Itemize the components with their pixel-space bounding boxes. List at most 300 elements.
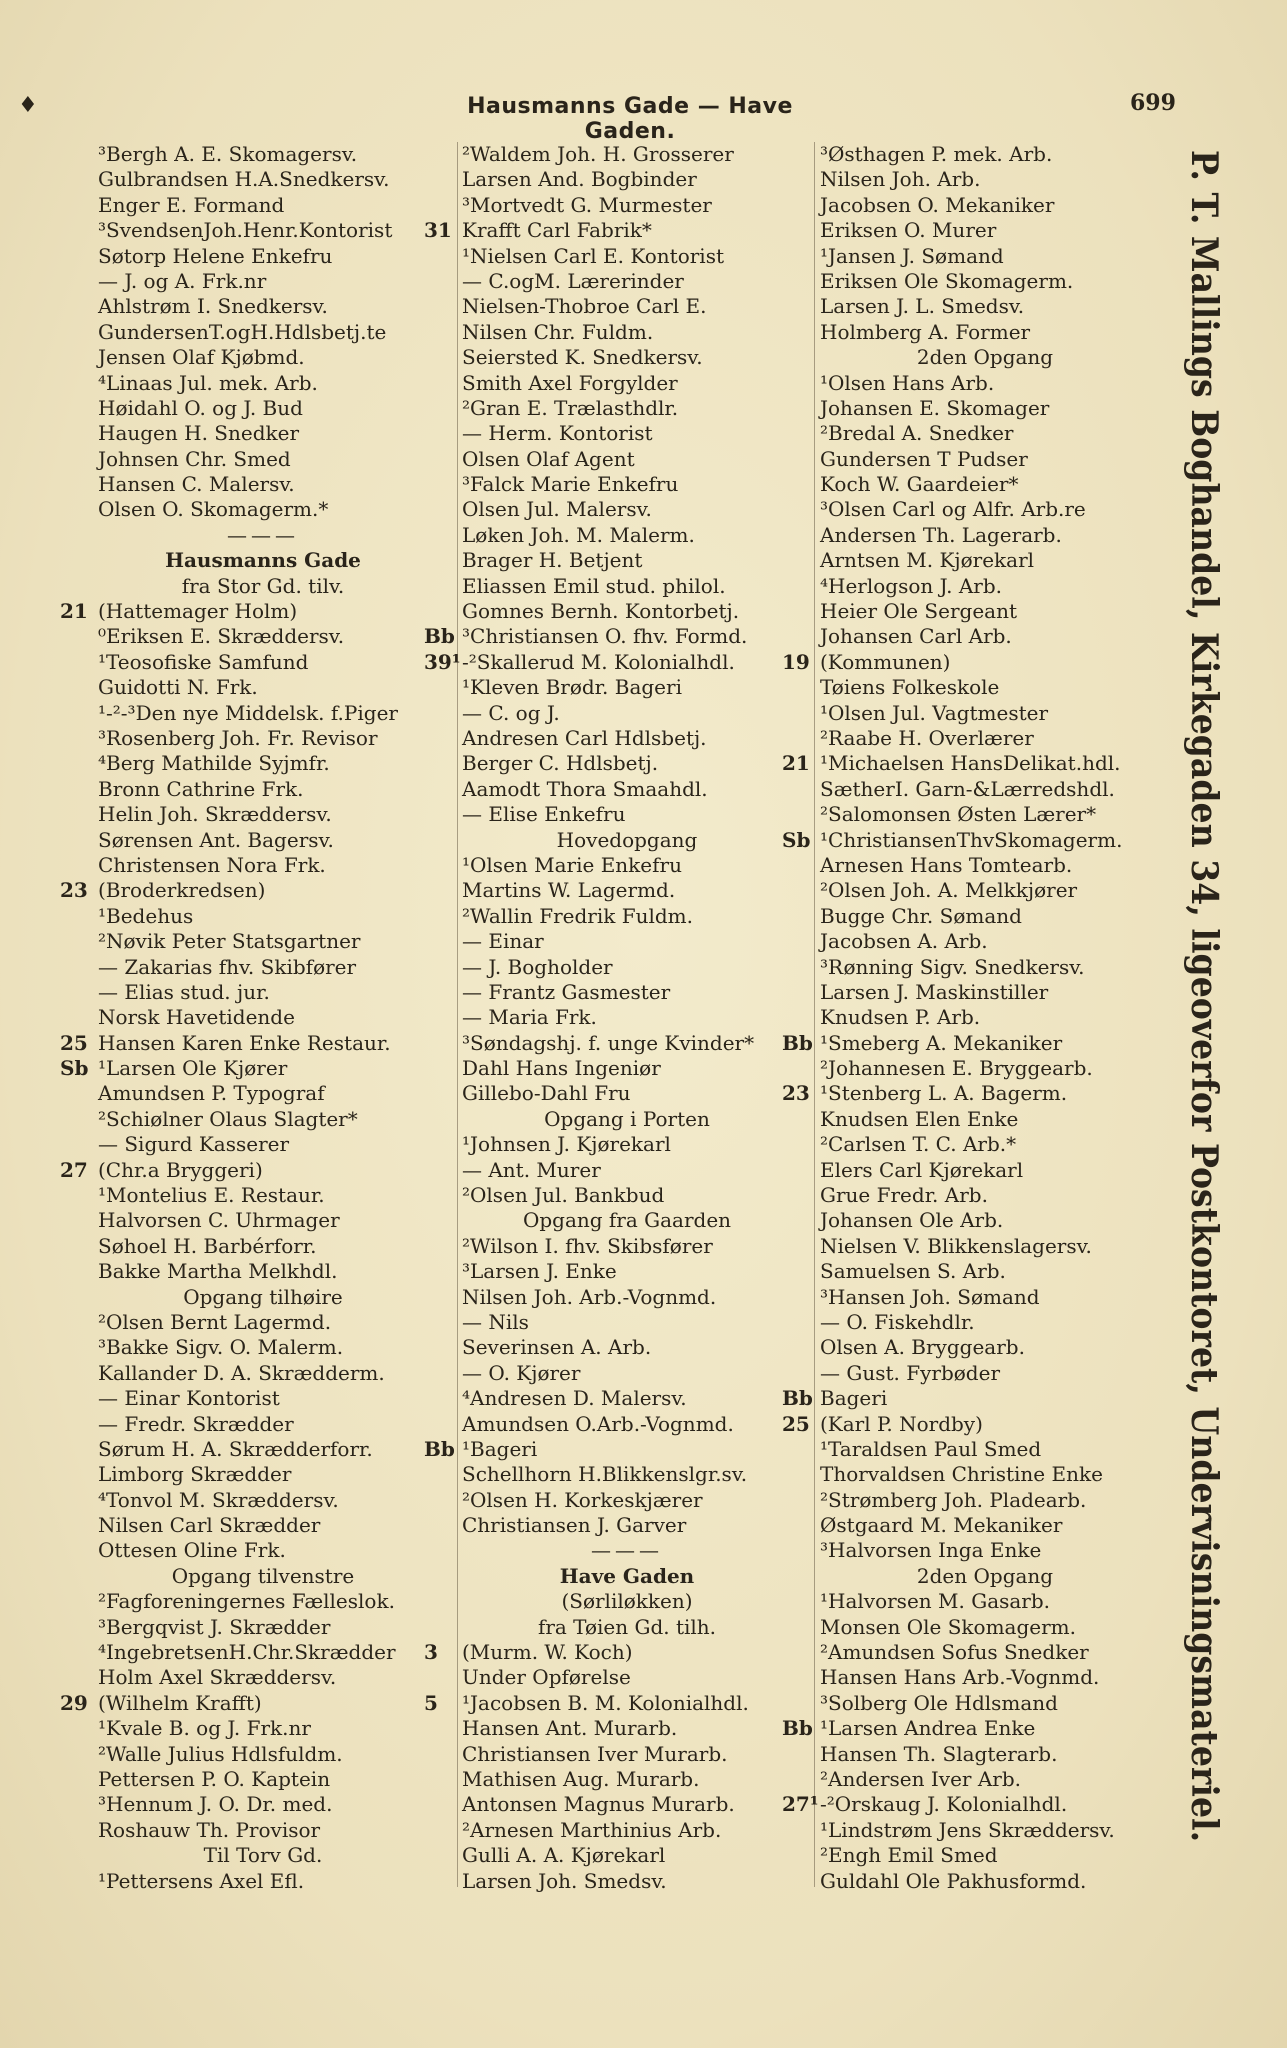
- directory-entry: [98, 396, 428, 421]
- entry-text: SætherI. Garn-&Lærredshdl.: [820, 776, 1115, 801]
- entry-text: ²Waldem Joh. H. Grosserer: [462, 142, 734, 166]
- directory-entry: [462, 1259, 792, 1284]
- entry-text: Bakke Martha Melkhdl.: [98, 1259, 338, 1284]
- entry-text: ¹Taraldsen Paul Smed: [820, 1436, 1042, 1461]
- directory-entry: [98, 1665, 428, 1690]
- directory-entry: [60, 878, 428, 903]
- directory-entry: [98, 1386, 428, 1411]
- entry-text: ¹Nielsen Carl E. Kontorist: [462, 243, 725, 268]
- house-number: 29: [60, 1690, 88, 1715]
- entry-text: ²Raabe H. Overlærer: [820, 725, 1034, 750]
- entry-text: -²Orskaug J. Kolonialhdl.: [820, 1792, 1068, 1817]
- directory-entry: [98, 447, 428, 472]
- directory-entry: [820, 1767, 1150, 1792]
- directory-entry: [462, 167, 792, 192]
- directory-entry: [782, 827, 1150, 853]
- directory-entry: [820, 447, 1150, 472]
- entry-text: Larsen J. L. Smedsv.: [820, 294, 1025, 319]
- directory-entry: [820, 371, 1150, 396]
- entry-text: Have Gaden: [559, 1563, 695, 1588]
- directory-entry: [462, 1589, 792, 1614]
- column-2: [424, 142, 792, 1894]
- directory-entry: [820, 802, 1150, 827]
- directory-entry: [782, 1792, 1150, 1817]
- entry-text: Opgang fra Gaarden: [522, 1208, 732, 1233]
- entry-text: ²Andersen Iver Arb.: [820, 1767, 1021, 1791]
- directory-entry: [462, 523, 792, 548]
- entry-text: — Gust. Fyrbøder: [820, 1360, 1001, 1385]
- directory-entry: [820, 878, 1150, 903]
- directory-entry: [98, 701, 428, 726]
- directory-entry: [98, 1107, 428, 1132]
- directory-entry: [98, 853, 428, 878]
- directory-entry: [98, 1335, 428, 1360]
- directory-entry: [462, 1412, 792, 1437]
- entry-text: ⁴Tonvol M. Skræddersv.: [98, 1487, 339, 1512]
- directory-entry: [462, 751, 792, 776]
- entry-text: Jacobsen O. Mekaniker: [820, 192, 1055, 217]
- entry-text: ³Halvorsen Inga Enke: [820, 1538, 1042, 1563]
- entry-text: Knudsen Elen Enke: [820, 1106, 1019, 1131]
- entry-text: Hansen Hans Arb.-Vognmd.: [820, 1665, 1100, 1690]
- entry-text: ¹Bageri: [462, 1436, 538, 1461]
- entry-text: Hausmanns Gade: [165, 548, 361, 573]
- directory-entry: [820, 1285, 1150, 1310]
- directory-entry: [820, 1564, 1150, 1589]
- directory-entry: [782, 1386, 1150, 1411]
- entry-text: Johnsen Chr. Smed: [98, 446, 291, 471]
- directory-entry: [98, 1742, 428, 1767]
- entry-text: Hansen C. Malersv.: [98, 472, 295, 497]
- entry-text: ²Wilson I. fhv. Skibsfører: [462, 1233, 713, 1258]
- directory-entry: [98, 1412, 428, 1437]
- directory-entry: [98, 1462, 428, 1487]
- entry-text: Seiersted K. Snedkersv.: [462, 345, 703, 370]
- directory-entry: [462, 802, 792, 827]
- directory-entry: [820, 1843, 1150, 1868]
- directory-entry: [462, 1285, 792, 1310]
- directory-entry: [462, 980, 792, 1005]
- directory-entry: [820, 523, 1150, 548]
- entry-text: Hansen Th. Slagterarb.: [820, 1741, 1058, 1766]
- entry-text: -²Skallerud M. Kolonialhdl.: [462, 649, 735, 674]
- entry-text: Bageri: [820, 1386, 888, 1411]
- entry-text: ³Larsen J. Enke: [462, 1259, 617, 1284]
- directory-entry: [820, 599, 1150, 624]
- house-number: 21: [60, 599, 88, 624]
- house-number: 5: [424, 1690, 438, 1715]
- entry-text: Gulbrandsen H.A.Snedkersv.: [98, 167, 390, 192]
- directory-entry: [98, 167, 428, 192]
- entry-text: Jensen Olaf Kjøbmd.: [98, 345, 305, 370]
- entry-text: Ahlstrøm I. Snedkersv.: [98, 294, 328, 319]
- entry-text: Bugge Chr. Sømand: [820, 903, 1022, 928]
- entry-text: ⁴IngebretsenH.Chr.Skrædder: [98, 1640, 396, 1665]
- entry-text: ²Amundsen Sofus Snedker: [820, 1640, 1089, 1665]
- directory-entry: [98, 802, 428, 827]
- entry-text: Amundsen P. Typograf: [98, 1081, 325, 1106]
- directory-entry: [462, 447, 792, 472]
- directory-entry: [98, 1488, 428, 1513]
- directory-entry: [820, 1335, 1150, 1360]
- entry-text: ¹ChristiansenThvSkomagerm.: [820, 827, 1123, 852]
- directory-entry: [820, 574, 1150, 599]
- entry-text: — Ant. Murer: [462, 1157, 601, 1182]
- directory-entry: [820, 472, 1150, 497]
- directory-entry: [98, 1843, 428, 1868]
- directory-entry: [462, 320, 792, 345]
- directory-entry: [462, 929, 792, 954]
- directory-entry: [462, 853, 792, 878]
- entry-text: ²Bredal A. Snedker: [820, 421, 1014, 446]
- entry-text: Høidahl O. og J. Bud: [98, 395, 303, 420]
- directory-entry: [98, 1538, 428, 1563]
- directory-entry: [462, 244, 792, 269]
- directory-entry: [98, 218, 428, 243]
- entry-text: Nielsen V. Blikkenslagersv.: [820, 1233, 1092, 1258]
- entry-text: Knudsen P. Arb.: [820, 1005, 981, 1030]
- entry-text: ³Olsen Carl og Alfr. Arb.re: [820, 497, 1086, 522]
- entry-text: ³SvendsenJoh.Henr.Kontorist: [98, 218, 393, 243]
- entry-text: Løken Joh. M. Malerm.: [462, 522, 695, 547]
- directory-entry: [820, 548, 1150, 573]
- entry-text: Christensen Nora Frk.: [98, 852, 326, 877]
- entry-text: ²Engh Emil Smed: [820, 1843, 998, 1868]
- directory-entry: [98, 1767, 428, 1792]
- directory-entry: [462, 828, 792, 853]
- entry-text: ³Bakke Sigv. O. Malerm.: [98, 1335, 344, 1360]
- entry-text: — O. Fiskehdlr.: [820, 1309, 975, 1334]
- directory-entry: [820, 421, 1150, 446]
- entry-text: ¹Olsen Marie Enkefru: [462, 852, 682, 877]
- entry-text: — Nils: [462, 1309, 529, 1334]
- entry-text: ¹Halvorsen M. Gasarb.: [820, 1589, 1051, 1614]
- directory-entry: [462, 1462, 792, 1487]
- entry-text: — Frantz Gasmester: [462, 979, 671, 1004]
- entry-text: — Einar Kontorist: [98, 1386, 280, 1411]
- directory-entry: [462, 1564, 792, 1589]
- entry-text: Christiansen J. Garver: [462, 1513, 687, 1538]
- directory-entry: [820, 929, 1150, 954]
- directory-entry: [462, 497, 792, 522]
- directory-entry: [462, 472, 792, 497]
- entry-text: Søhoel H. Barbérforr.: [98, 1233, 317, 1258]
- directory-entry: [820, 1665, 1150, 1690]
- directory-entry: [820, 244, 1150, 269]
- entry-text: — Elise Enkefru: [462, 802, 626, 827]
- entry-text: Gundersen T Pudser: [820, 446, 1028, 471]
- directory-entry: [424, 624, 792, 649]
- directory-entry: [820, 1107, 1150, 1132]
- directory-entry: [462, 1488, 792, 1513]
- entry-text: fra Stor Gd. tilv.: [181, 573, 345, 598]
- entry-text: Larsen And. Bogbinder: [462, 167, 697, 192]
- entry-text: Olsen O. Skomagerm.*: [98, 497, 329, 522]
- column-divider: [457, 142, 458, 1887]
- directory-entry: [820, 980, 1150, 1005]
- entry-text: ¹Bedehus: [98, 903, 194, 928]
- column-3: [782, 142, 1150, 1894]
- entry-text: ⁴Herlogson J. Arb.: [820, 573, 1002, 598]
- column-divider: [814, 142, 815, 1887]
- entry-text: Grue Fredr. Arb.: [820, 1183, 988, 1208]
- directory-entry: [424, 1436, 792, 1462]
- entry-text: ¹Stenberg L. A. Bagerm.: [820, 1081, 1068, 1106]
- directory-entry: [820, 1742, 1150, 1767]
- house-number: Sb: [60, 1056, 89, 1081]
- directory-entry: [820, 624, 1150, 649]
- directory-entry: [98, 1081, 428, 1106]
- entry-text: ———: [591, 1538, 663, 1563]
- entry-text: Gillebo-Dahl Fru: [462, 1081, 631, 1106]
- directory-entry: [462, 1792, 792, 1817]
- entry-text: Helin Joh. Skræddersv.: [98, 802, 332, 827]
- house-number: Bb: [782, 1716, 813, 1741]
- directory-entry: [462, 1081, 792, 1106]
- entry-text: Larsen J. Maskinstiller: [820, 979, 1049, 1004]
- entry-text: ³Falck Marie Enkefru: [462, 472, 679, 497]
- house-number: Sb: [782, 827, 811, 852]
- entry-text: Nilsen Joh. Arb.: [820, 167, 981, 192]
- entry-text: Hovedopgang: [556, 827, 698, 852]
- directory-entry: [462, 701, 792, 726]
- directory-entry: [462, 1132, 792, 1157]
- house-number: Bb: [424, 624, 455, 649]
- directory-entry: [782, 1030, 1150, 1056]
- entry-text: ¹Kleven Brødr. Bageri: [462, 675, 682, 700]
- house-number: 21: [782, 751, 810, 776]
- directory-entry: [98, 1513, 428, 1538]
- entry-text: (Karl P. Nordby): [820, 1411, 983, 1436]
- directory-entry: [820, 345, 1150, 370]
- entry-text: ¹Larsen Andrea Enke: [820, 1716, 1036, 1741]
- entry-text: ³Rosenberg Joh. Fr. Revisor: [98, 725, 378, 750]
- entry-text: Amundsen O.Arb.-Vognmd.: [462, 1411, 734, 1436]
- directory-entry: [98, 1589, 428, 1614]
- directory-entry: [462, 1031, 792, 1056]
- entry-text: ³Solberg Ole Hdlsmand: [820, 1690, 1058, 1715]
- entry-text: Nilsen Carl Skrædder: [98, 1513, 321, 1538]
- directory-entry: [462, 878, 792, 903]
- entry-text: Koch W. Gaardeier*: [820, 472, 1019, 497]
- directory-entry: [462, 371, 792, 396]
- entry-text: Eriksen Ole Skomagerm.: [820, 268, 1074, 293]
- entry-text: Thorvaldsen Christine Enke: [820, 1462, 1103, 1487]
- entry-text: Aamodt Thora Smaahdl.: [462, 776, 708, 801]
- directory-entry: [98, 1792, 428, 1817]
- directory-entry: [98, 1183, 428, 1208]
- directory-entry: [98, 980, 428, 1005]
- entry-text: ¹Jacobsen B. M. Kolonialhdl.: [462, 1690, 749, 1715]
- house-number: Bb: [782, 1030, 813, 1055]
- directory-entry: [820, 726, 1150, 751]
- entry-text: Søtorp Helene Enkefru: [98, 243, 333, 268]
- entry-text: ¹Johnsen J. Kjørekarl: [462, 1132, 671, 1157]
- directory-entry: [462, 1716, 792, 1741]
- directory-entry: [462, 345, 792, 370]
- entry-text: ²Nøvik Peter Statsgartner: [98, 929, 361, 954]
- entry-text: Martins W. Lagermd.: [462, 878, 676, 903]
- page-title: Hausmanns Gade — Have Gaden.: [467, 94, 793, 144]
- entry-text: Gomnes Bernh. Kontorbetj.: [462, 599, 740, 624]
- entry-text: (Kommunen): [820, 649, 951, 674]
- entry-text: Berger C. Hdlsbetj.: [462, 751, 659, 776]
- directory-entry: [98, 1208, 428, 1233]
- entry-text: ²Olsen Bernt Lagermd.: [98, 1309, 332, 1334]
- directory-entry: [820, 1234, 1150, 1259]
- directory-entry: [462, 421, 792, 446]
- directory-entry: [820, 1615, 1150, 1640]
- entry-text: fra Tøien Gd. tilh.: [537, 1614, 717, 1639]
- entry-text: Johansen E. Skomager: [820, 395, 1050, 420]
- entry-text: Enger E. Formand: [98, 192, 285, 217]
- directory-entry: [98, 548, 428, 573]
- directory-entry: [820, 1869, 1150, 1894]
- directory-entry: [820, 675, 1150, 700]
- directory-entry: [820, 1691, 1150, 1716]
- directory-entry: [462, 1665, 792, 1690]
- directory-entry: [98, 320, 428, 345]
- entry-text: Schellhorn H.Blikkenslgr.sv.: [462, 1462, 748, 1487]
- entry-text: — Herm. Kontorist: [462, 421, 653, 446]
- house-number: 31: [424, 218, 452, 243]
- entry-text: ⁴Berg Mathilde Syjmfr.: [98, 751, 330, 776]
- directory-entry: [98, 1640, 428, 1665]
- directory-entry: [820, 1538, 1150, 1563]
- entry-text: Kallander D. A. Skrædderm.: [98, 1360, 385, 1385]
- directory-entry: [462, 1538, 792, 1563]
- directory-entry: [462, 1767, 792, 1792]
- directory-entry: [98, 574, 428, 599]
- entry-text: Nielsen-Thobroe Carl E.: [462, 294, 707, 319]
- entry-text: ¹Montelius E. Restaur.: [98, 1183, 325, 1208]
- entry-text: Olsen Jul. Malersv.: [462, 497, 652, 522]
- directory-entry: [98, 1818, 428, 1843]
- directory-entry: [820, 1005, 1150, 1030]
- house-number: Bb: [782, 1386, 813, 1411]
- directory-entry: [98, 294, 428, 319]
- directory-entry: [98, 1285, 428, 1310]
- entry-text: Under Opførelse: [462, 1665, 631, 1690]
- entry-text: ²Fagforeningernes Fælleslok.: [98, 1589, 395, 1614]
- directory-entry: [98, 1005, 428, 1030]
- directory-entry: [424, 218, 792, 243]
- entry-text: ²Olsen H. Korkeskjærer: [462, 1487, 703, 1512]
- house-number: 23: [60, 878, 88, 903]
- entry-text: — Fredr. Skrædder: [98, 1411, 294, 1436]
- entry-text: ²Walle Julius Hdlsfuldm.: [98, 1741, 343, 1766]
- directory-entry: [98, 1437, 428, 1462]
- entry-text: Nilsen Chr. Fuldm.: [462, 319, 654, 344]
- entry-text: Pettersen P. O. Kaptein: [98, 1767, 331, 1791]
- directory-entry: [820, 497, 1150, 522]
- entry-text: Elers Carl Kjørekarl: [820, 1157, 1024, 1182]
- directory-entry: [820, 777, 1150, 802]
- directory-entry: [462, 1056, 792, 1081]
- entry-text: ²Schiølner Olaus Slagter*: [98, 1106, 358, 1131]
- entry-text: Opgang tilhøire: [183, 1284, 343, 1309]
- entry-text: ³Østhagen P. mek. Arb.: [820, 142, 1053, 166]
- entry-text: ¹Kvale B. og J. Frk.nr: [98, 1716, 311, 1741]
- entry-text: Andersen Th. Lagerarb.: [820, 522, 1062, 547]
- entry-text: Christiansen Iver Murarb.: [462, 1741, 728, 1766]
- directory-entry: [820, 1208, 1150, 1233]
- directory-entry: [820, 396, 1150, 421]
- directory-entry: [98, 1259, 428, 1284]
- entry-text: ⁴Linaas Jul. mek. Arb.: [98, 370, 318, 395]
- directory-entry: [424, 649, 792, 675]
- entry-text: Antonsen Magnus Murarb.: [462, 1792, 735, 1817]
- directory-entry: [60, 599, 428, 624]
- entry-text: — Maria Frk.: [462, 1005, 597, 1030]
- entry-text: ¹Olsen Hans Arb.: [820, 370, 995, 395]
- directory-entry: [462, 1386, 792, 1411]
- entry-text: Olsen Olaf Agent: [462, 446, 635, 471]
- directory-entry: [60, 1690, 428, 1716]
- directory-entry: [820, 1437, 1150, 1462]
- entry-text: Smith Axel Forgylder: [462, 370, 678, 395]
- directory-entry: [820, 1818, 1150, 1843]
- entry-text: ²Carlsen T. C. Arb.*: [820, 1132, 1017, 1157]
- entry-text: ³Christiansen O. fhv. Formd.: [462, 624, 748, 649]
- directory-entry: [462, 1335, 792, 1360]
- entry-text: ⁴Andresen D. Malersv.: [462, 1386, 687, 1411]
- directory-entry: [462, 269, 792, 294]
- entry-text: ²Wallin Fredrik Fuldm.: [462, 903, 693, 928]
- directory-entry: [98, 1615, 428, 1640]
- directory-entry: [782, 751, 1150, 776]
- entry-text: Norsk Havetidende: [98, 1005, 295, 1030]
- directory-entry: [98, 1361, 428, 1386]
- entry-text: Severinsen A. Arb.: [462, 1335, 652, 1360]
- entry-text: Ottesen Oline Frk.: [98, 1538, 286, 1563]
- directory-entry: [782, 1411, 1150, 1437]
- entry-text: Krafft Carl Fabrik*: [462, 218, 652, 243]
- entry-text: Olsen A. Bryggearb.: [820, 1335, 1025, 1360]
- house-number: 27: [60, 1157, 88, 1182]
- directory-entry: [820, 294, 1150, 319]
- directory-entry: [462, 1183, 792, 1208]
- directory-entry: [60, 1157, 428, 1183]
- entry-text: Arnesen Hans Tomtearb.: [820, 852, 1073, 877]
- directory-entry: [462, 1615, 792, 1640]
- entry-text: — Einar: [462, 929, 544, 954]
- directory-entry: [820, 1132, 1150, 1157]
- entry-text: Holm Axel Skræddersv.: [98, 1665, 337, 1690]
- entry-text: 2den Opgang: [916, 1563, 1054, 1588]
- entry-text: — J. Bogholder: [462, 954, 613, 979]
- directory-entry: [462, 1234, 792, 1259]
- directory-entry: [820, 167, 1150, 192]
- entry-text: Hansen Ant. Murarb.: [462, 1716, 678, 1741]
- directory-entry: [462, 574, 792, 599]
- directory-entry: [782, 649, 1150, 675]
- house-number: 19: [782, 649, 810, 674]
- house-number: 27¹: [782, 1792, 819, 1817]
- entry-text: Eriksen O. Murer: [820, 218, 997, 243]
- directory-entry: [462, 904, 792, 929]
- entry-text: ²Johannesen E. Bryggearb.: [820, 1056, 1093, 1081]
- entry-text: Nilsen Joh. Arb.-Vognmd.: [462, 1284, 717, 1309]
- directory-entry: [60, 1056, 428, 1081]
- entry-text: ¹Michaelsen HansDelikat.hdl.: [820, 751, 1121, 776]
- directory-entry: [820, 1158, 1150, 1183]
- entry-text: ———: [227, 522, 299, 547]
- entry-text: Guldahl Ole Pakhusformd.: [820, 1868, 1087, 1893]
- margin-mark: ♦: [18, 92, 38, 118]
- directory-entry: [820, 1513, 1150, 1538]
- entry-text: (Murm. W. Koch): [462, 1640, 633, 1665]
